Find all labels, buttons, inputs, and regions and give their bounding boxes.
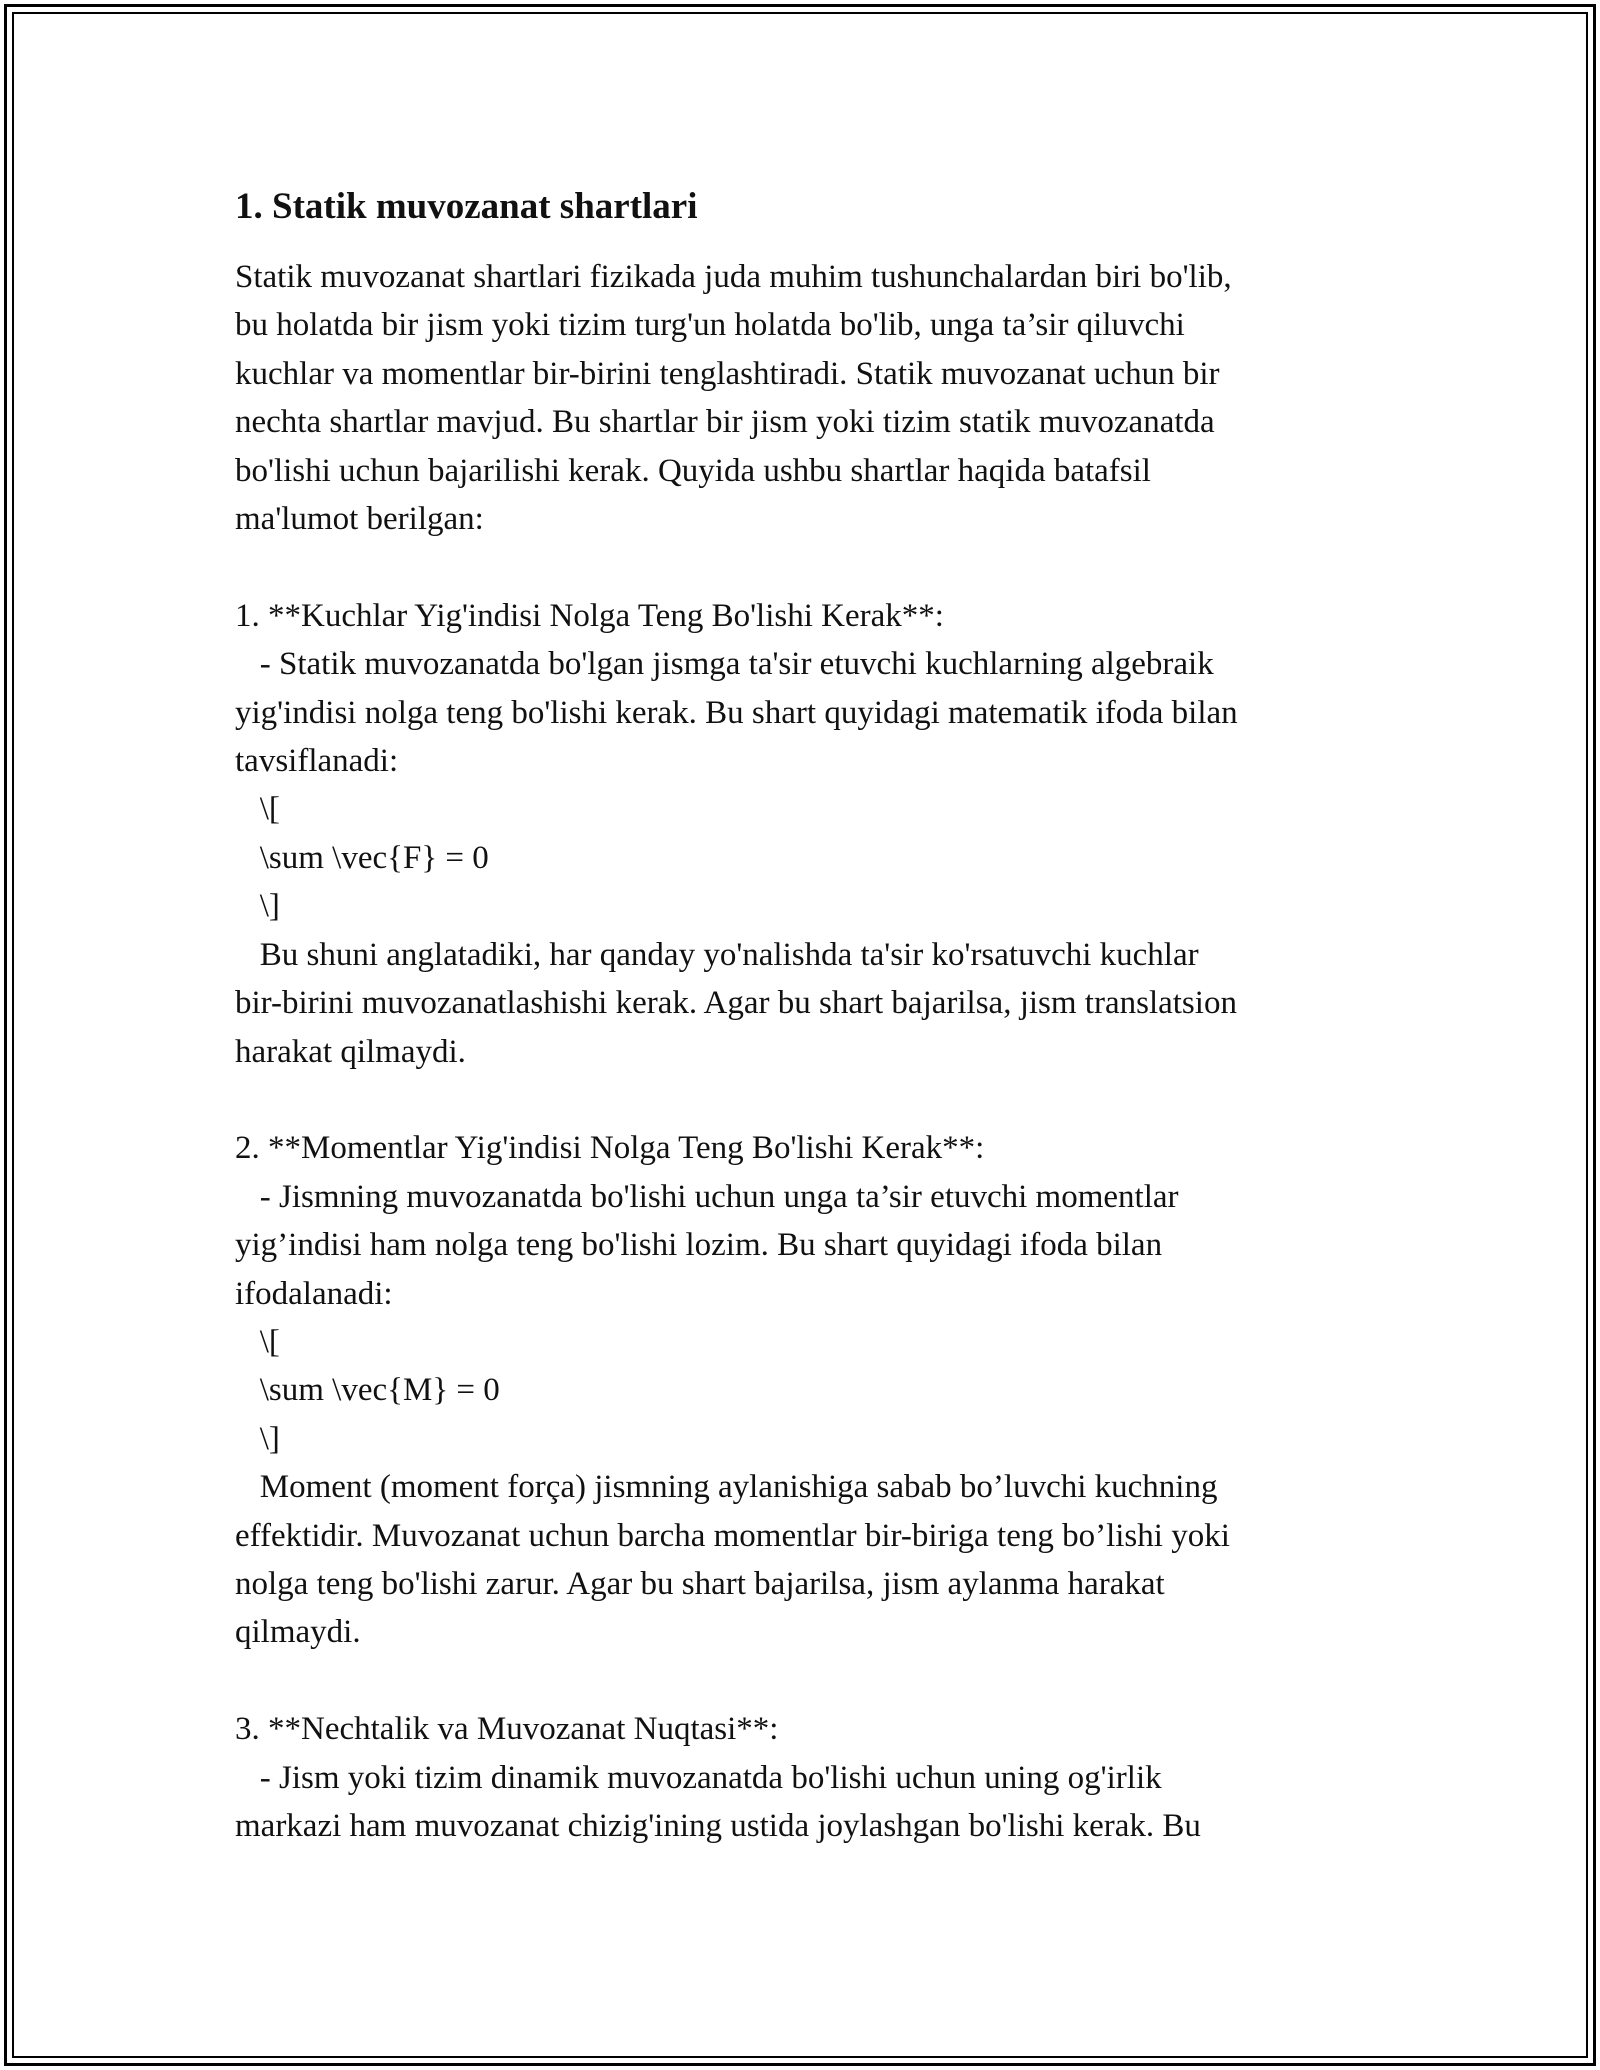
document-body: Statik muvozanat shartlari fizikada juda muhim tushunchalardan biri bo'lib, bu holatda bir jism yoki tizim turg'un holatda bo'lib, unga ta’sir qiluvchi kuchlar va momentlar bir-birini tenglashtiradi. Statik muvozanat uchun bir nechta shartlar mavjud. Bu shartlar bir jism yoki tizim statik muvozanatda bo'lishi uchun bajarilishi kerak. Quyida ushbu shartlar haqida batafsil ma'lumot berilgan: 1. **Kuchlar Yig'indisi Nolga Teng Bo'lishi Kerak**: - Statik muvozanatda bo'lgan jismga ta'sir etuvchi kuchlarning algebraik yig'indisi nolga teng bo'lishi kerak. Bu shart quyidagi matematik ifoda bilan tavsiflanadi: \[ \sum \vec{F} = 0 \] Bu shuni anglatadiki, har qanday yo'nalishda ta'sir ko'rsatuvchi kuchlar bir-birini muvozanatlashishi kerak. Agar bu shart bajarilsa, jism translatsion harakat qilmaydi. 2. **Momentlar Yig'indisi Nolga Teng Bo'lishi Kerak**: - Jismning muvozanatda bo'lishi uchun unga ta’sir etuvchi momentlar yig’indisi ham nolga teng bo'lishi lozim. Bu shart quyidagi ifoda bilan ifodalanadi: \[ \sum \vec{M} = 0 \] Moment (moment força) jismning aylanishiga sabab bo’luvchi kuchning effektidir. Muvozanat uchun barcha momentlar bir-biriga teng bo’lishi yoki nolga teng bo'lishi zarur. Agar bu shart bajarilsa, jism aylanma harakat qilmaydi. 3. **Nechtalik va Muvozanat Nuqtasi**: - Jism yoki tizim dinamik muvozanatda bo'lishi uchun uning og'irlik markazi ham muvozanat chizig'ining ustida joylashgan bo'lishi kerak. Bu [235,259,1238,1844]
document-content [235,183,1365,1850]
document-title: 1. Statik muvozanat shartlari [235,186,698,227]
